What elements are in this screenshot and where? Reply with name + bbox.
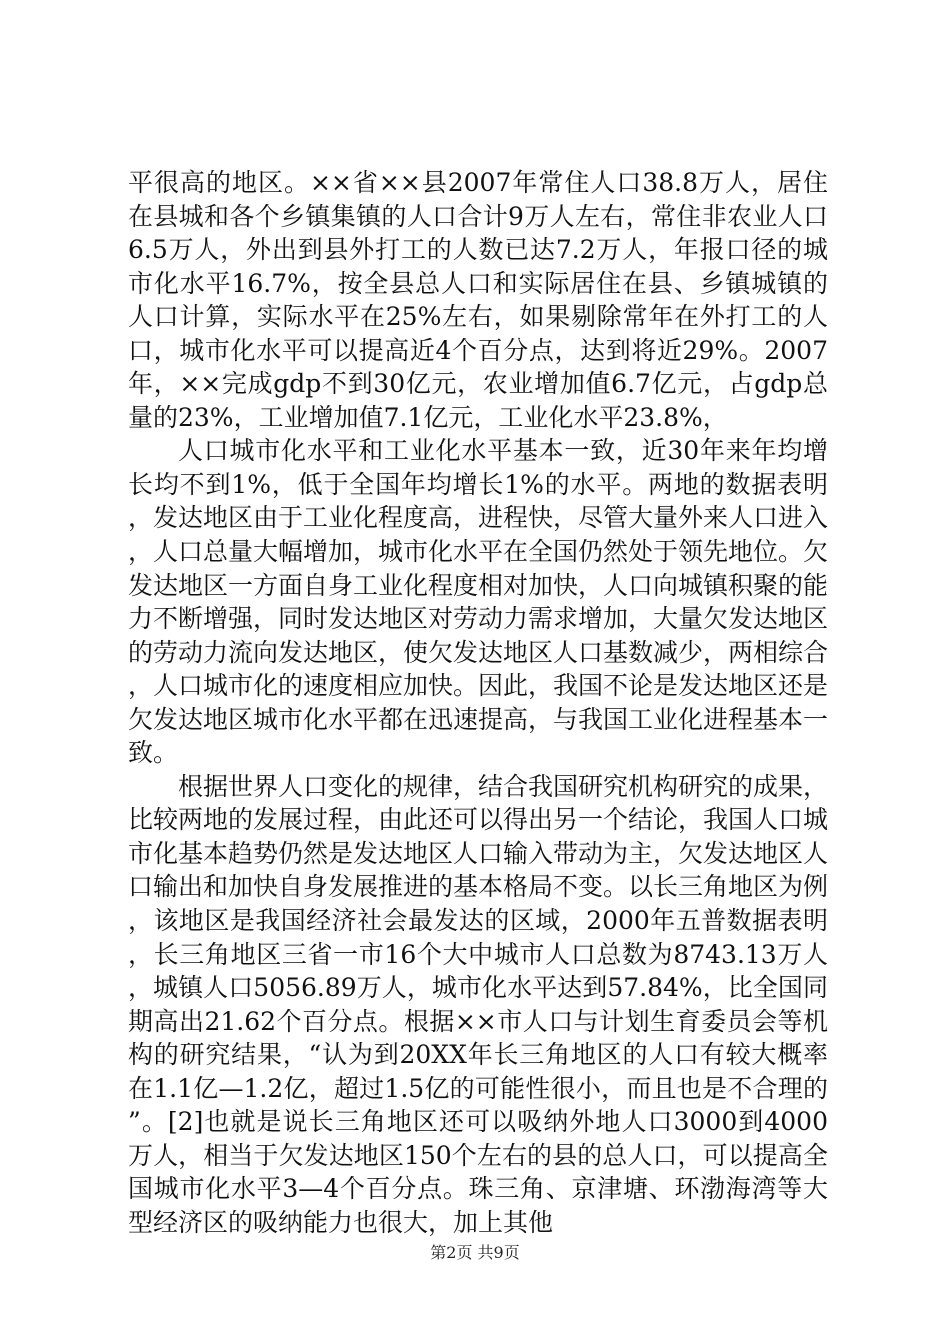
document-body bbox=[128, 166, 828, 1240]
paragraph-urbanization-level: 人口城市化水平和工业化水平基本一致，近30年来年均增长均不到1%，低于全国年均增长1%的水平。两地的数据表明，发达地区由于工业化程度高，进程快，尽管大量外来人口进入，人口总量大幅增加，城市化水平在全国仍然处于领先地位。欠发达地区一方面自身工业化程度相对加快，人口向城镇积聚的能力不断增强，同时发达地区对劳动力需求增加，大量欠发达地区的劳动力流向发达地区，使欠发达地区人口基数减少，两相综合，人口城市化的速度相应加快。因此，我国不论是发达地区还是欠发达地区城市化水平都在迅速提高，与我国工业化进程基本一致。 bbox=[128, 436, 829, 768]
paragraph-regional-trend: 根据世界人口变化的规律，结合我国研究机构研究的成果，比较两地的发展过程，由此还可以得出另一个结论，我国人口城市化基本趋势仍然是发达地区人口输入带动为主，欠发达地区人口输出和加快自身发展推进的基本格局不变。以长三角地区为例，该地区是我国经济社会最发达的区域，2000年五普数据表明，长三角地区三省一市16个大中城市人口总数为8743.13万人，城镇人口5056.89万人，城市化水平达到57.84%，比全国同期高出21.62个百分点。根据××市人口与计划生育委员会等机构的研究结果，“认为到20XX年长三角地区的人口有较大概率在1.1亿—1.2亿，超过1.5亿的可能性很小，而且也是不合理的”。[2]也就是说长三角地区还可以吸纳外地人口3000到4000万人，相当于欠发达地区150个左右的县的总人口，可以提高全国城市化水平3—4个百分点。珠三角、京津塘、环渤海湾等大型经济区的吸纳能力也很大，加上其他 bbox=[128, 771, 829, 1237]
paragraph-continued: 平很高的地区。××省××县2007年常住人口38.8万人，居住在县城和各个乡镇集镇的人口合计9万人左右，常住非农业人口6.5万人，外出到县外打工的人数已达7.2万人，年报口径的城市化水平16.7%，按全县总人口和实际居住在县、乡镇城镇的人口计算，实际水平在25%左右，如果剔除常年在外打工的人口，城市化水平可以提高近4个百分点，达到将近29%。2007年，××完成gdp不到30亿元，农业增加值6.7亿元，占gdp总量的23%，工业增加值7.1亿元，工业化水平23.8%， bbox=[128, 168, 828, 432]
page-number-footer: 第2页 共9页 bbox=[430, 1243, 520, 1262]
